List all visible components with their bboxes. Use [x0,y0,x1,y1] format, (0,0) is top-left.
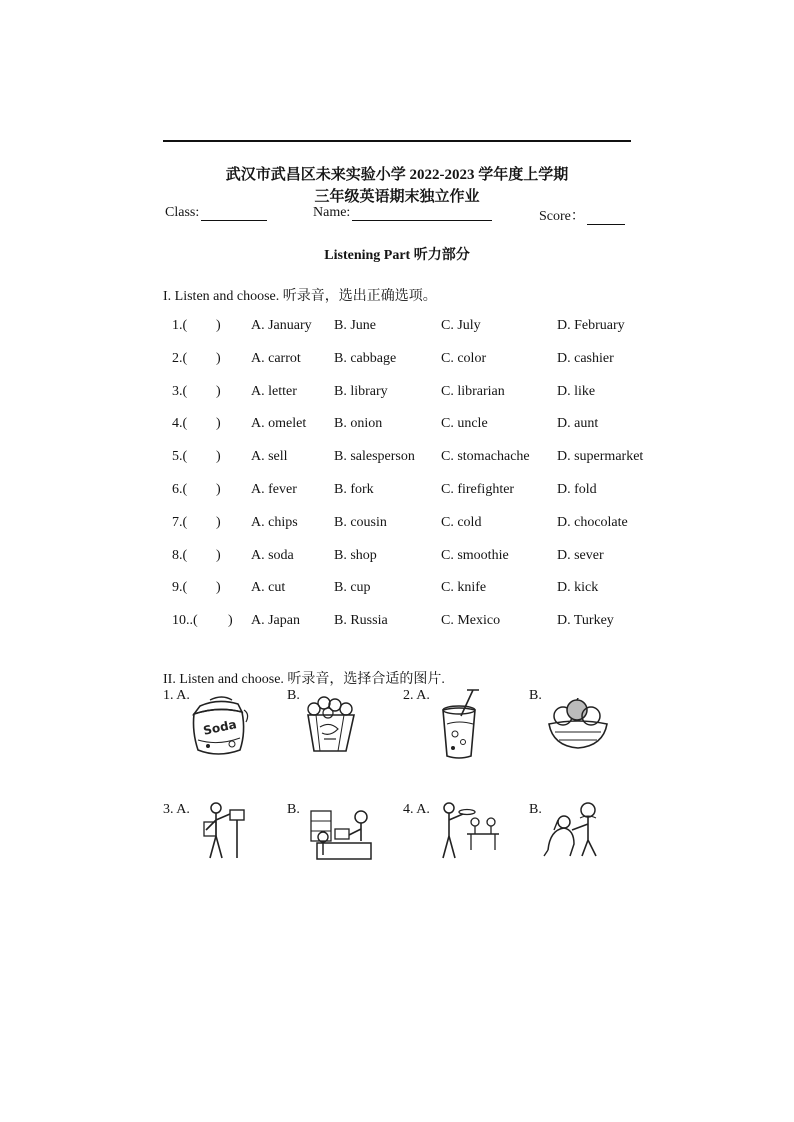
option-c[interactable]: C. smoothie [441,547,509,563]
question-row [0,482,794,502]
option-c[interactable]: C. stomachache [441,449,530,465]
waiter-restaurant-image[interactable] [437,800,503,862]
option-c[interactable]: C. knife [441,580,487,596]
name-field[interactable] [313,205,492,221]
option-c[interactable]: C. Mexico [441,613,501,629]
score-label: Score： [539,209,585,224]
answer-bracket-close: ) [228,613,233,629]
q4-a-label: 4. A. [403,802,430,817]
option-b[interactable]: B. onion [334,416,383,432]
answer-bracket-close: ) [216,416,221,432]
option-d[interactable]: D. cashier [557,350,614,366]
option-a[interactable]: A. chips [251,514,298,530]
option-b[interactable]: B. cousin [334,514,387,530]
class-field[interactable] [165,205,267,221]
option-d[interactable]: D. kick [557,580,599,596]
option-a[interactable]: A. soda [251,547,294,563]
option-b[interactable]: B. fork [334,482,374,497]
option-a[interactable]: A. letter [251,383,297,399]
answer-bracket-close: ) [216,482,221,497]
class-label: Class: [165,205,200,220]
part1-instruction: I. Listen and choose. 听录音，选出正确选项。 [163,289,437,304]
q3-b-label: B. [287,802,300,817]
option-a[interactable]: A. January [251,318,312,333]
listening-part-title: Listening Part 听力部分 [324,248,470,263]
answer-bracket-close: ) [216,449,221,465]
option-c[interactable]: C. color [441,350,487,366]
fruit-bowl-image[interactable] [545,698,611,750]
smoothie-cup-image[interactable] [435,688,487,760]
option-b[interactable]: B. June [334,318,376,333]
q3-a-label: 3. A. [163,802,190,817]
question-row [0,384,794,404]
name-label: Name: [313,205,351,220]
option-a[interactable]: A. fever [251,482,297,497]
option-d[interactable]: D. like [557,383,596,399]
option-a[interactable]: A. carrot [251,350,301,366]
score-blank[interactable] [587,210,625,225]
question-row [0,318,794,338]
option-b[interactable]: B. Russia [334,613,388,629]
question-row [0,515,794,535]
q2-a-label: 2. A. [403,688,430,703]
question-number[interactable]: 7.( [172,514,188,530]
cashier-shop-image[interactable] [309,807,375,863]
question-row [0,449,794,469]
question-number[interactable]: 1.( [172,318,188,333]
option-c[interactable]: C. uncle [441,416,488,432]
option-c[interactable]: C. librarian [441,383,505,399]
answer-bracket-close: ) [216,547,221,563]
q2-b-label: B. [529,688,542,703]
question-row [0,548,794,568]
question-number[interactable]: 4.( [172,416,188,432]
question-row [0,416,794,436]
option-b[interactable]: B. library [334,383,388,399]
option-d[interactable]: D. fold [557,482,597,497]
option-b[interactable]: B. cup [334,580,371,596]
q4-b-label: B. [529,802,542,817]
q1-b-label: B. [287,688,300,703]
option-c[interactable]: C. cold [441,514,482,530]
class-blank[interactable] [201,206,267,221]
option-b[interactable]: B. shop [334,547,377,563]
answer-bracket-close: ) [216,350,221,366]
question-number[interactable]: 2.( [172,350,188,366]
question-row [0,351,794,371]
question-row [0,580,794,600]
popcorn-box-image[interactable] [298,693,362,757]
option-b[interactable]: B. salesperson [334,449,415,465]
option-a[interactable]: A. Japan [251,613,300,629]
option-a[interactable]: A. cut [251,580,286,596]
option-d[interactable]: D. supermarket [557,449,644,465]
can-label: Soda [202,717,238,738]
option-c[interactable]: C. July [441,318,481,333]
option-d[interactable]: D. sever [557,547,604,563]
question-number[interactable]: 9.( [172,580,188,596]
option-a[interactable]: A. omelet [251,416,307,432]
answer-bracket-close: ) [216,318,221,333]
name-blank[interactable] [352,206,492,221]
answer-bracket-close: ) [216,514,221,530]
option-d[interactable]: D. chocolate [557,514,628,530]
option-d[interactable]: D. Turkey [557,613,614,629]
mail-carrier-image[interactable] [200,800,252,862]
top-rule [163,140,631,142]
question-number[interactable]: 6.( [172,482,188,497]
question-number[interactable]: 10..( [172,613,198,629]
question-number[interactable]: 3.( [172,383,188,399]
option-d[interactable]: D. aunt [557,416,599,432]
answer-bracket-close: ) [216,580,221,596]
score-field[interactable] [539,205,625,225]
answer-bracket-close: ) [216,383,221,399]
option-a[interactable]: A. sell [251,449,288,465]
school-title: 武汉市武昌区未来实验小学 2022-2023 学年度上学期 [225,167,569,183]
question-number[interactable]: 8.( [172,547,188,563]
option-b[interactable]: B. cabbage [334,350,397,366]
option-d[interactable]: D. February [557,318,625,333]
vet-with-dog-image[interactable] [540,800,606,860]
question-number[interactable]: 5.( [172,449,188,465]
question-row [0,613,794,633]
option-c[interactable]: C. firefighter [441,482,515,497]
q1-a-label: 1. A. [163,688,190,703]
part2-instruction: II. Listen and choose. 听录音，选择合适的图片. [163,672,445,687]
subject-title: 三年级英语期末独立作业 [314,189,480,205]
soda-can-image[interactable] [188,692,252,760]
